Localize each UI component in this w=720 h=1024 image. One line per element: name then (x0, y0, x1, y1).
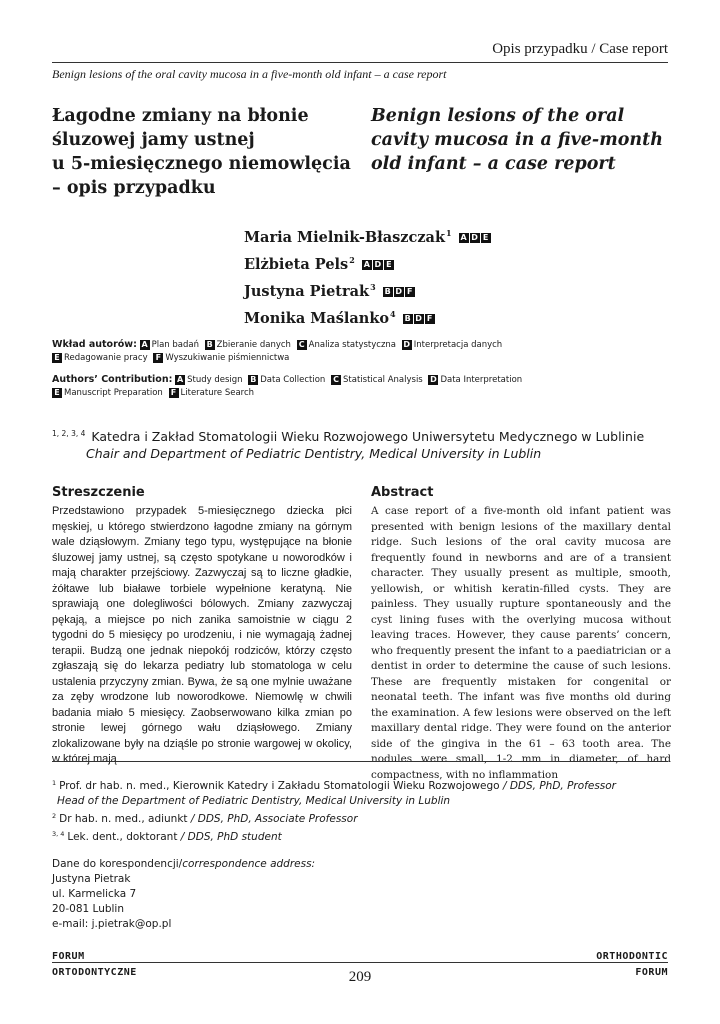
footnote-english: / DDS, PhD, Associate Professor (190, 813, 358, 825)
legend-key: B (206, 340, 213, 349)
correspondence-label (52, 857, 452, 872)
affiliation (52, 425, 672, 462)
correspondence-name: Justyna Pietrak (52, 873, 131, 885)
title-en-line: old infant – a case report (371, 154, 616, 174)
legend-key: E (52, 388, 62, 398)
affiliation-sup: 1, 2, 3, 4 (52, 429, 86, 438)
author-name: Maria Mielnik-Błaszczak (244, 229, 445, 246)
role-badge: A (460, 233, 467, 242)
affiliation-english: Chair and Department of Pediatric Dentistry, Medical University in Lublin (86, 446, 542, 461)
legend-key: F (169, 388, 179, 398)
author-list (244, 222, 492, 330)
running-title: Benign lesions of the oral cavity mucosa in a five-month old infant – a case report (52, 67, 447, 81)
correspondence-label-en: correspondence address: (182, 858, 316, 870)
footnote-text: Prof. dr hab. n. med., Kierownik Katedry i Zakładu Stomatologii Wieku Rozwojowego (59, 780, 500, 792)
footer-line: ORTODONTYCZNE (52, 967, 137, 978)
author (244, 249, 492, 276)
legend-text: Data Interpretation (440, 375, 523, 385)
role-badge: B (404, 314, 411, 323)
footnote-sup: 3, 4 (52, 830, 65, 838)
abstract-body: Przedstawiono przypadek 5-miesięcznego dziecka płci męskiej, u którego stwierdzono łagodne zmiany na górnym wale dziąsłowym. Zmiany tego typu, występujące na błonie śluzowej jamy ustnej, są często spotykane u noworodków i mają charakter przejściowy. Zazwyczaj są to liczne gładkie, żółtawe lub białawe torbiele wypełnione keratyną. Nie sprawiają one dolegliwości bólowych. Zmiany zazwyczaj pękają, a miejsce po nich zanika samoistnie w ciągu 2 tygodni do 5 miesięcy po urodzeniu, i nie wymagają żadnej terapii. Budzą one jednak niepokój rodziców, którzy często zgłaszają się do lekarza pediatry lub stomatologa w celu ustalenia przyczyny zmian. Bywa, że są one mylnie uważane za zęby wrodzone lub noworodkowe. Niemowlę w chwili badania miało 5 miesięcy. Zaobserwowano kilka zmian po stronie lewej górnego wału dziąsłowego. Zmiany zlokalizowane były na dziąśle po stronie wargowej w okolicy, w której mają (52, 505, 352, 765)
footnote-sup: 1 (52, 779, 57, 787)
role-badge: D (395, 287, 402, 296)
legend-text: Study design (187, 375, 243, 385)
abstract-heading: Abstract (371, 485, 434, 500)
title-en-line: cavity mucosa in a five-month (371, 130, 663, 150)
footer-journal-english (596, 949, 668, 981)
role-badge: B (384, 287, 391, 296)
footnote-text: Dr hab. n. med., adiunkt (59, 813, 188, 825)
title-pl-line: Łagodne zmiany na błonie (52, 106, 309, 126)
author-name: Monika Maślanko (244, 310, 390, 327)
correspondence-street: ul. Karmelicka 7 (52, 888, 137, 900)
contribution-heading: Wkład autorów: (52, 339, 137, 350)
title-pl-line: u 5-miesięcznego niemowlęcia (52, 154, 351, 174)
legend-text: Redagowanie pracy (64, 353, 148, 363)
footnote-sup: 2 (52, 812, 57, 820)
author-affiliation-sup: 3 (370, 282, 376, 292)
role-badge: A (363, 260, 370, 269)
correspondence-address (52, 857, 452, 932)
role-badge: E (481, 233, 491, 243)
footnotes (52, 776, 672, 845)
author (244, 303, 492, 330)
role-badge: F (425, 314, 435, 324)
legend-key: B (250, 375, 257, 384)
legend-text: Manuscript Preparation (64, 388, 163, 398)
footer-line: ORTHODONTIC (596, 951, 668, 962)
legend-text: Analiza statystyczna (308, 340, 397, 350)
abstract-body: A case report of a five-month old infant patient was presented with benign lesions of the maxillary dental ridge. Such lesions of the oral cavity mucosa are frequently found in newborns and are of a transient character. They usually present as multiple, smooth, yellowish, or whitish keratin-filled cysts. They are painless. They usually rupture spontaneously and the cyst lining fuses with the overlying mucosa without leaving traces. However, they cause parents’ concern, who frequently present the infant to a paediatrician or a dentist in order to determine the cause of such lesions. These are frequently mistaken for congenital or neonatal teeth. The infant was five months old during the examination. A few lesions were observed on the left maxillary dental ridge. They were found on the anterior side of the gingiva in the 61 – 63 tooth area. The nodules were small, 1-2 mm in diameter, of hard compactness, with no inflammation (371, 505, 671, 781)
footnote-english: Head of the Department of Pediatric Dentistry, Medical University in Lublin (57, 795, 451, 807)
legend-text: Wyszukiwanie piśmiennictwa (165, 353, 290, 363)
author-role-badges (362, 251, 395, 274)
legend-key: A (141, 340, 148, 349)
correspondence-city: 20-081 Lublin (52, 903, 125, 915)
legend-text: Zbieranie danych (216, 340, 291, 350)
legend-key: A (177, 375, 184, 384)
legend-text: Literature Search (180, 388, 255, 398)
author-name: Elżbieta Pels (244, 256, 349, 273)
legend-key: C (297, 340, 307, 350)
role-badge: D (471, 233, 478, 242)
section-label: Opis przypadku / Case report (492, 41, 668, 57)
footer-line: FORUM (52, 951, 85, 962)
abstract-polish (52, 485, 352, 768)
article-title-english (371, 104, 671, 176)
author (244, 276, 492, 303)
correspondence-label-pl: Dane do korespondencji/ (52, 858, 183, 870)
legend-key: F (153, 353, 163, 363)
article-title-polish (52, 104, 352, 200)
author-name: Justyna Pietrak (244, 283, 370, 300)
role-badge: F (405, 287, 415, 297)
title-pl-line: – opis przypadku (52, 178, 216, 198)
contribution-heading: Authors’ Contribution: (52, 374, 173, 385)
abstract-english (371, 485, 671, 783)
footer-line: FORUM (635, 967, 668, 978)
legend-key: D (403, 340, 411, 349)
legend-text: Statistical Analysis (343, 375, 423, 385)
footnote-rule (52, 761, 668, 762)
page-number: 209 (348, 969, 372, 985)
title-pl-line: śluzowej jamy ustnej (52, 130, 255, 150)
footnote (52, 809, 672, 827)
author-affiliation-sup: 2 (349, 255, 355, 265)
contribution-legend-english (52, 373, 672, 400)
footnote (52, 776, 672, 809)
affiliation-polish: Katedra i Zakład Stomatologii Wieku Rozwojowego Uniwersytetu Medycznego w Lublinie (91, 429, 645, 444)
role-badge: E (384, 260, 394, 270)
footnote-text: Lek. dent., doktorant (67, 831, 178, 843)
legend-text: Plan badań (151, 340, 199, 350)
footnote-english: / DDS, PhD, Professor (502, 780, 616, 792)
legend-key: C (331, 375, 341, 385)
author-role-badges (383, 278, 416, 301)
footnote (52, 827, 672, 845)
contribution-legend-polish (52, 338, 672, 365)
top-rule (52, 62, 668, 63)
role-badge: D (415, 314, 422, 323)
author-role-badges (403, 305, 436, 328)
footer-journal-polish (52, 949, 137, 981)
author-role-badges (459, 224, 492, 247)
legend-key: D (430, 375, 437, 384)
legend-text: Data Collection (260, 375, 326, 385)
footnote-english: / DDS, PhD student (180, 831, 282, 843)
author (244, 222, 492, 249)
correspondence-email: e-mail: j.pietrak@op.pl (52, 918, 172, 930)
title-en-line: Benign lesions of the oral (371, 106, 625, 126)
footer-rule (52, 962, 668, 963)
legend-key: E (52, 353, 62, 363)
legend-text: Interpretacja danych (413, 340, 503, 350)
author-affiliation-sup: 4 (390, 309, 396, 319)
role-badge: D (374, 260, 382, 269)
author-affiliation-sup: 1 (446, 228, 452, 238)
abstract-heading: Streszczenie (52, 485, 145, 500)
